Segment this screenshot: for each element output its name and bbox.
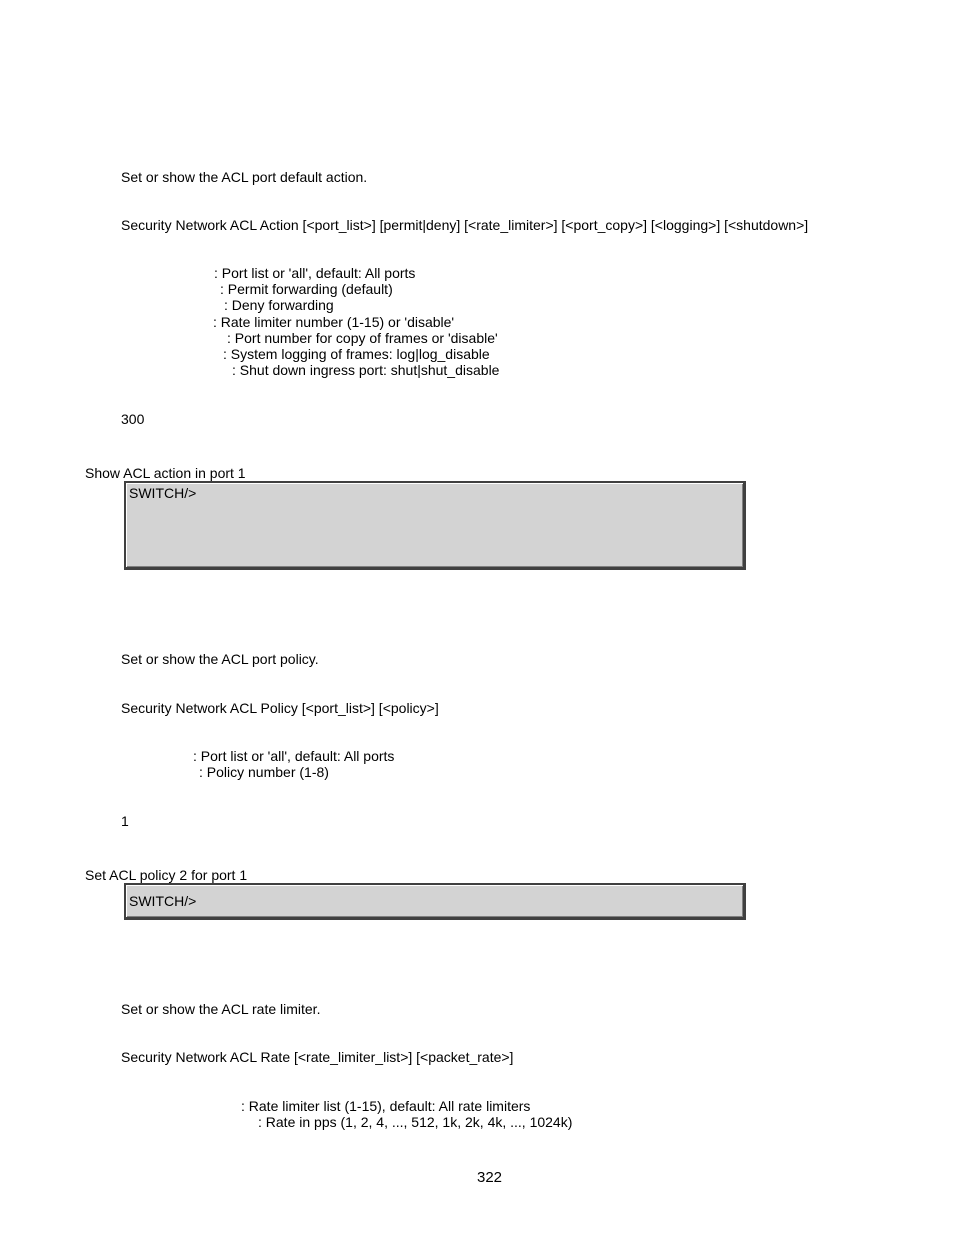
console-prompt: SWITCH/>: [129, 485, 197, 501]
acl-policy-syntax: Security Network ACL Policy [<port_list>] [<policy>]: [121, 700, 439, 716]
acl-action-example-caption: Show ACL action in port 1: [85, 465, 246, 481]
acl-policy-default: 1: [121, 813, 129, 829]
param-policy-number: : Policy number (1-8): [199, 764, 329, 780]
page-number: 322: [477, 1169, 503, 1186]
param-packet-rate: : Rate in pps (1, 2, 4, ..., 512, 1k, 2k, 4k, ..., 1024k): [258, 1114, 573, 1130]
param-port-list: : Port list or 'all', default: All ports: [214, 265, 416, 281]
acl-action-example-box: [124, 481, 746, 570]
param-policy-port-list: : Port list or 'all', default: All ports: [193, 748, 395, 764]
param-deny: : Deny forwarding: [224, 297, 334, 313]
param-port-copy: : Port number for copy of frames or 'disable': [227, 330, 498, 346]
acl-policy-example-box: [124, 883, 746, 920]
acl-policy-example-caption: Set ACL policy 2 for port 1: [85, 867, 248, 883]
acl-policy-description: Set or show the ACL port policy.: [121, 651, 319, 667]
acl-action-description: Set or show the ACL port default action.: [121, 169, 368, 185]
acl-action-default: 300: [121, 411, 145, 427]
param-logging: : System logging of frames: log|log_disable: [223, 346, 490, 362]
acl-action-syntax: Security Network ACL Action [<port_list>] [permit|deny] [<rate_limiter>] [<port_copy>] [<logging>] [<shutdown>]: [121, 217, 809, 233]
acl-rate-syntax: Security Network ACL Rate [<rate_limiter_list>] [<packet_rate>]: [121, 1049, 514, 1065]
param-rate-limiter-list: : Rate limiter list (1-15), default: All rate limiters: [241, 1098, 531, 1114]
param-permit: : Permit forwarding (default): [220, 281, 393, 297]
acl-rate-description: Set or show the ACL rate limiter.: [121, 1001, 321, 1017]
param-shutdown: : Shut down ingress port: shut|shut_disable: [232, 362, 500, 378]
param-rate-limiter: : Rate limiter number (1-15) or 'disable': [213, 314, 455, 330]
console-prompt: SWITCH/>: [129, 893, 197, 909]
